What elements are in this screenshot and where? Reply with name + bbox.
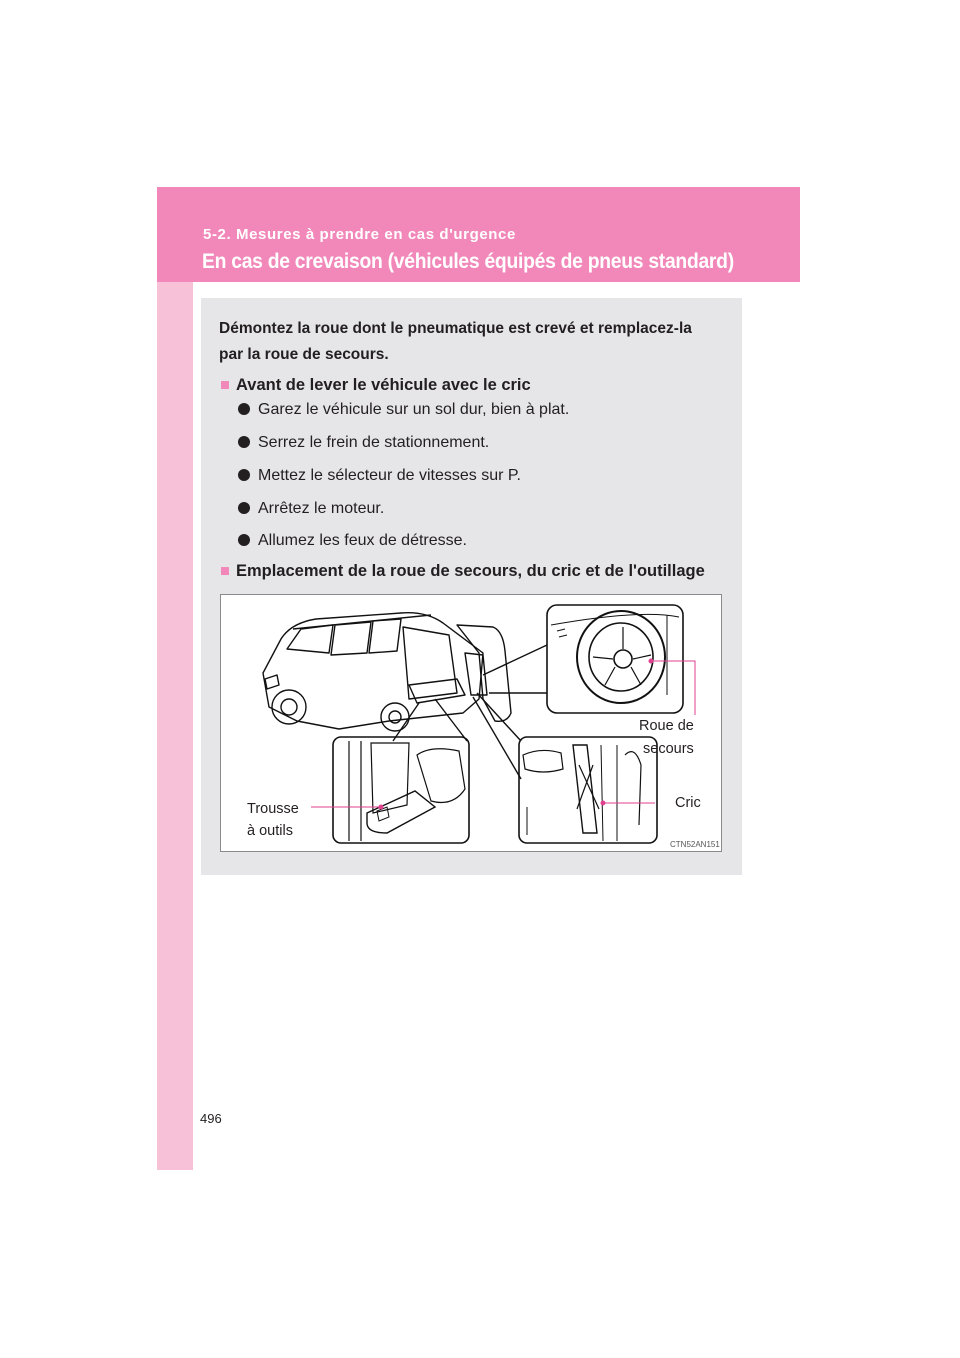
bullet-dot-icon [238, 436, 250, 448]
label-tool-kit-line2: à outils [247, 823, 293, 839]
intro-line-2: par la roue de secours. [219, 346, 389, 363]
spare-tire-inset [547, 605, 683, 713]
heading-text: Emplacement de la roue de secours, du cric et de l'outillage [235, 562, 705, 580]
rear-wheel [381, 703, 409, 731]
list-item [238, 401, 569, 419]
list-item [238, 434, 489, 452]
page-title: En cas de crevaison (véhicules équipés de pneus standard) [202, 250, 734, 273]
bullet-dot-icon [238, 403, 250, 415]
list-item [238, 532, 467, 550]
callout-line-right-2 [477, 693, 521, 741]
leader-dot-spare [649, 659, 654, 664]
page-number: 496 [200, 1111, 222, 1126]
illustration-code: CTN52AN151 [670, 840, 720, 849]
leader-lines [311, 661, 695, 807]
label-spare-wheel-line1: Roue de [639, 718, 694, 734]
tool-kit-inset [333, 737, 469, 843]
section-heading-before-jack [220, 376, 531, 395]
list-item [238, 500, 384, 518]
list-item-text: Allumez les feux de détresse. [258, 532, 467, 549]
front-hub [281, 699, 297, 715]
list-item-text: Mettez le sélecteur de vitesses sur P. [258, 467, 521, 484]
section-label: 5-2. Mesures à prendre en cas d'urgence [203, 226, 516, 243]
label-jack: Cric [675, 795, 701, 811]
list-item-text: Arrêtez le moteur. [258, 500, 385, 517]
location-illustration [220, 594, 722, 852]
leader-dot-jack [601, 801, 606, 806]
suv-window-mid [331, 622, 371, 655]
square-bullet-icon: ■ [220, 376, 230, 394]
list-item-text: Garez le véhicule sur un sol dur, bien à plat. [258, 401, 570, 418]
bullet-dot-icon [238, 534, 250, 546]
leader-dot-tools [379, 805, 384, 810]
heading-text: Avant de lever le véhicule avec le cric [235, 376, 531, 394]
headlight [265, 675, 279, 689]
callout-line-right [473, 697, 521, 779]
bullet-dot-icon [238, 502, 250, 514]
callout-line-top [483, 645, 547, 675]
list-item-text: Serrez le frein de stationnement. [258, 434, 490, 451]
suv-window-rear [369, 619, 401, 653]
front-wheel [272, 690, 306, 724]
label-tool-kit-line1: Trousse [247, 801, 299, 817]
rear-hub [389, 711, 401, 723]
bullet-dot-icon [238, 469, 250, 481]
intro-line-1: Démontez la roue dont le pneumatique est crevé et remplacez-la [219, 320, 692, 337]
callout-line-left-2 [435, 699, 467, 741]
jack-inset [519, 737, 657, 843]
label-spare-wheel-line2: secours [643, 741, 694, 757]
leader-spare [651, 661, 695, 715]
square-bullet-icon: ■ [220, 562, 230, 580]
side-tab [157, 187, 193, 1170]
section-heading-location [220, 562, 705, 581]
list-item [238, 467, 521, 485]
